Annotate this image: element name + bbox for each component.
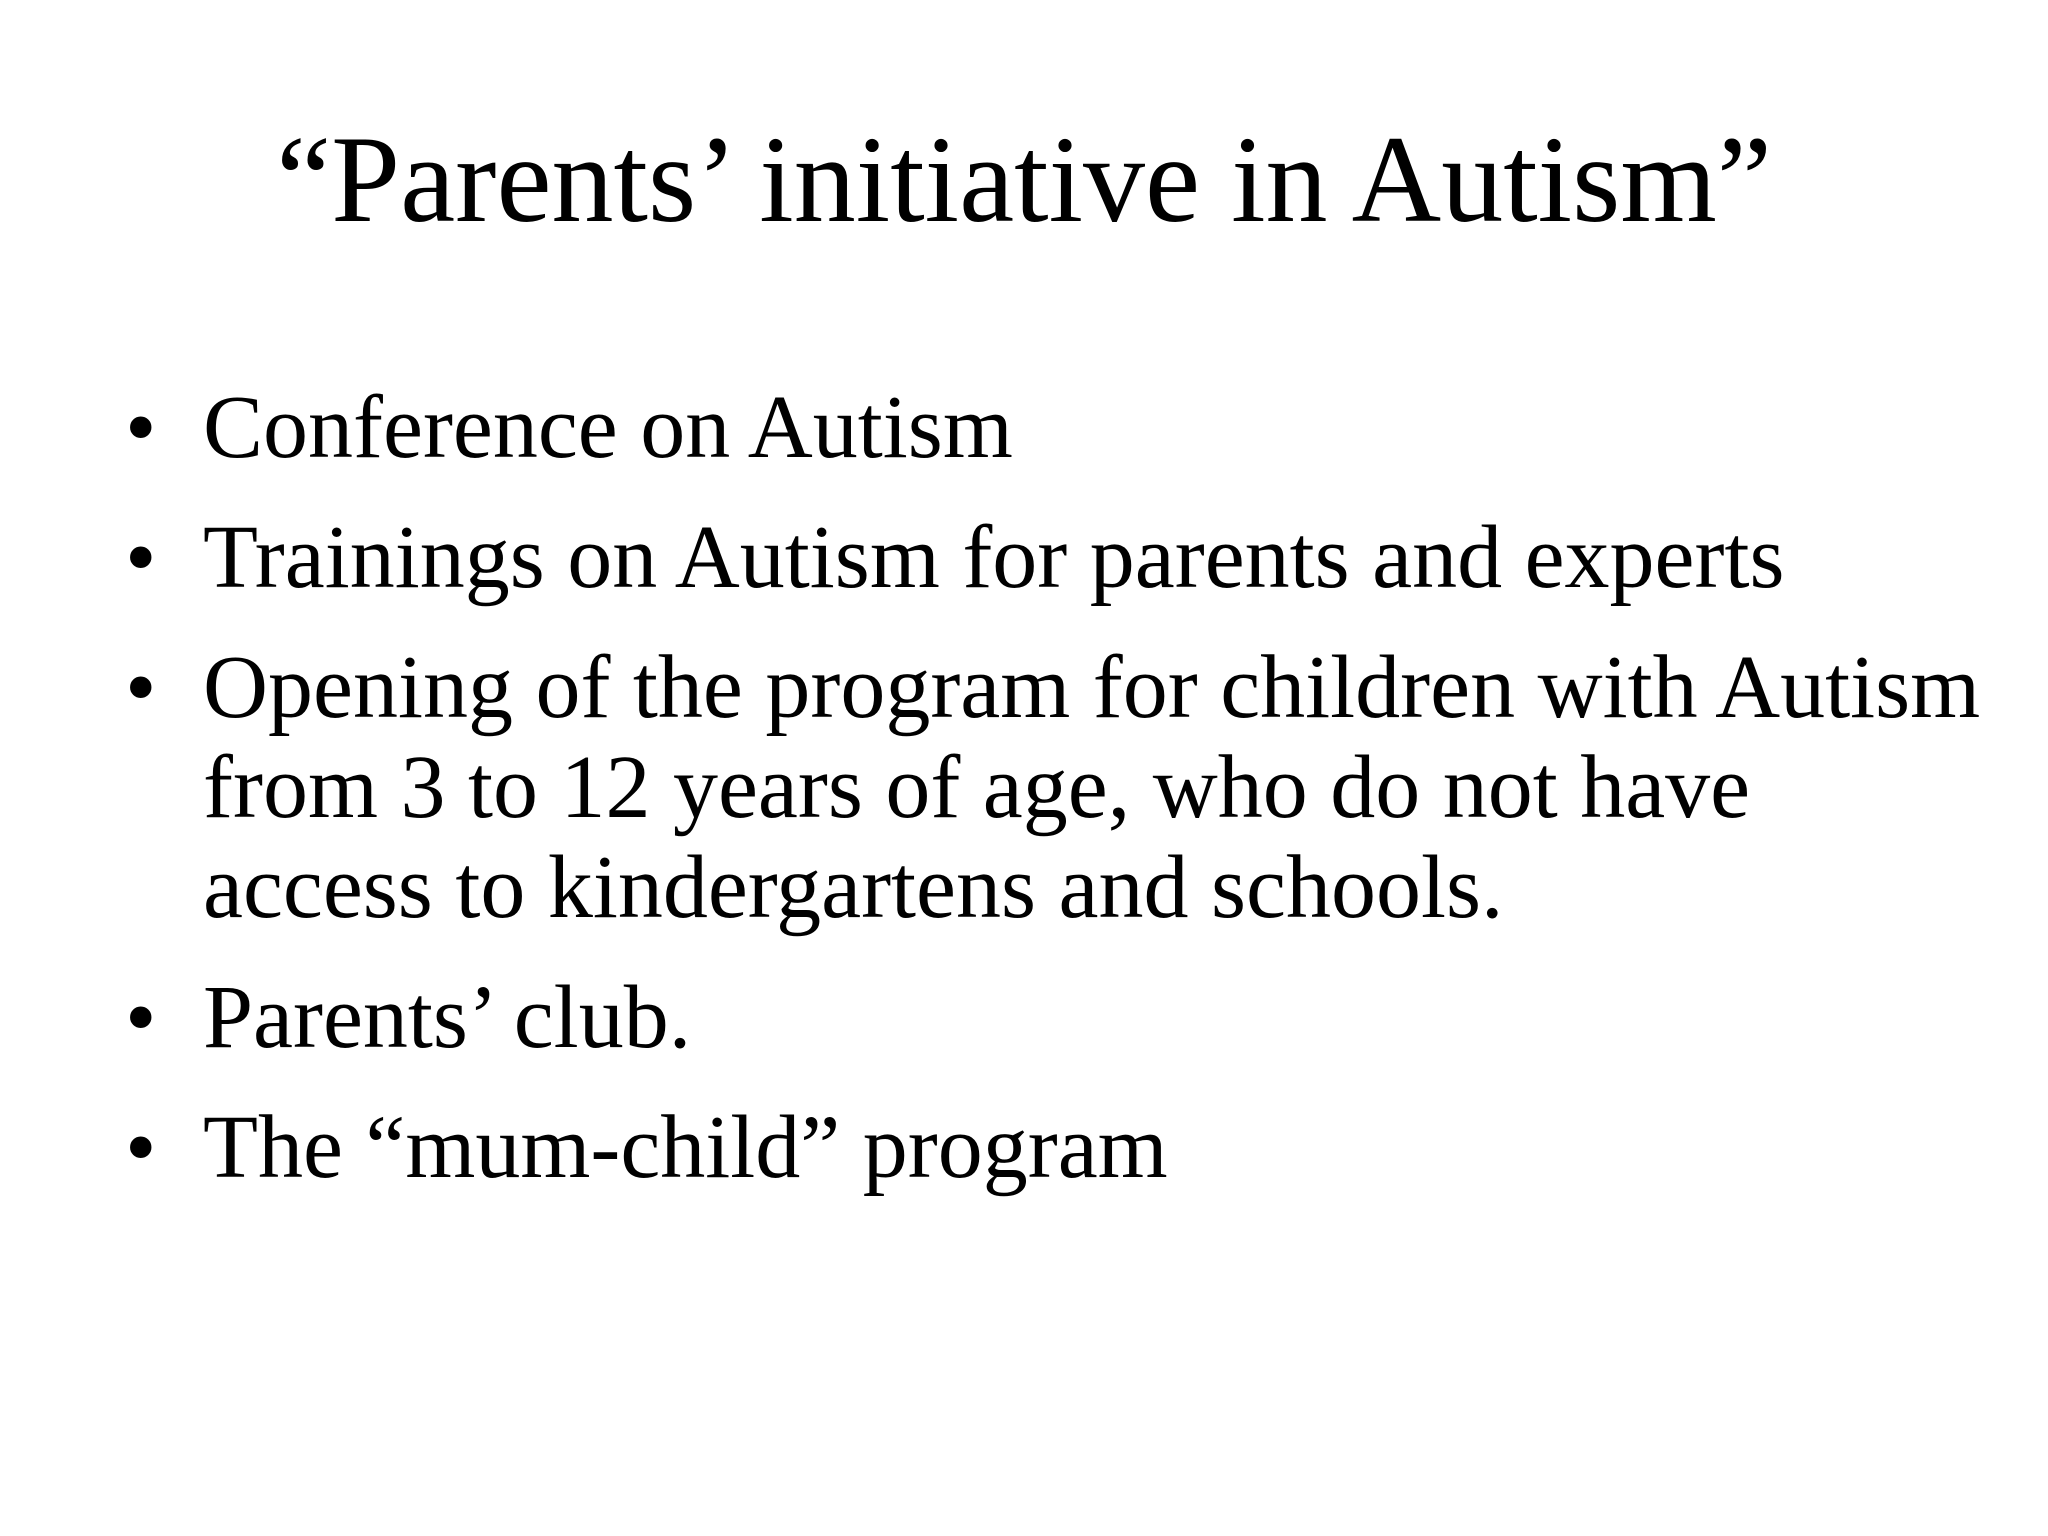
list-item <box>125 1098 2025 1198</box>
bullet-icon: • <box>125 508 157 607</box>
bullet-icon: • <box>125 378 157 477</box>
bullet-text: Trainings on Autism for parents and experts <box>203 508 1785 607</box>
bullet-text: The “mum-child” program <box>203 1098 1168 1197</box>
bullet-text: Conference on Autism <box>203 378 1013 477</box>
list-item <box>125 378 2025 478</box>
bullet-icon: • <box>125 968 157 1067</box>
bullet-text: Parents’ club. <box>203 968 692 1067</box>
slide-title: “Parents’ initiative in Autism” <box>276 111 1772 248</box>
bullet-icon: • <box>125 638 157 737</box>
list-item <box>125 508 2025 608</box>
bullet-list <box>125 378 2025 1228</box>
bullet-text: Opening of the program for children with Autism from 3 to 12 years of age, who do not have access to kindergartens and schools. <box>203 638 1981 937</box>
bullet-icon: • <box>125 1098 157 1197</box>
list-item <box>125 638 1983 938</box>
list-item <box>125 968 2025 1068</box>
